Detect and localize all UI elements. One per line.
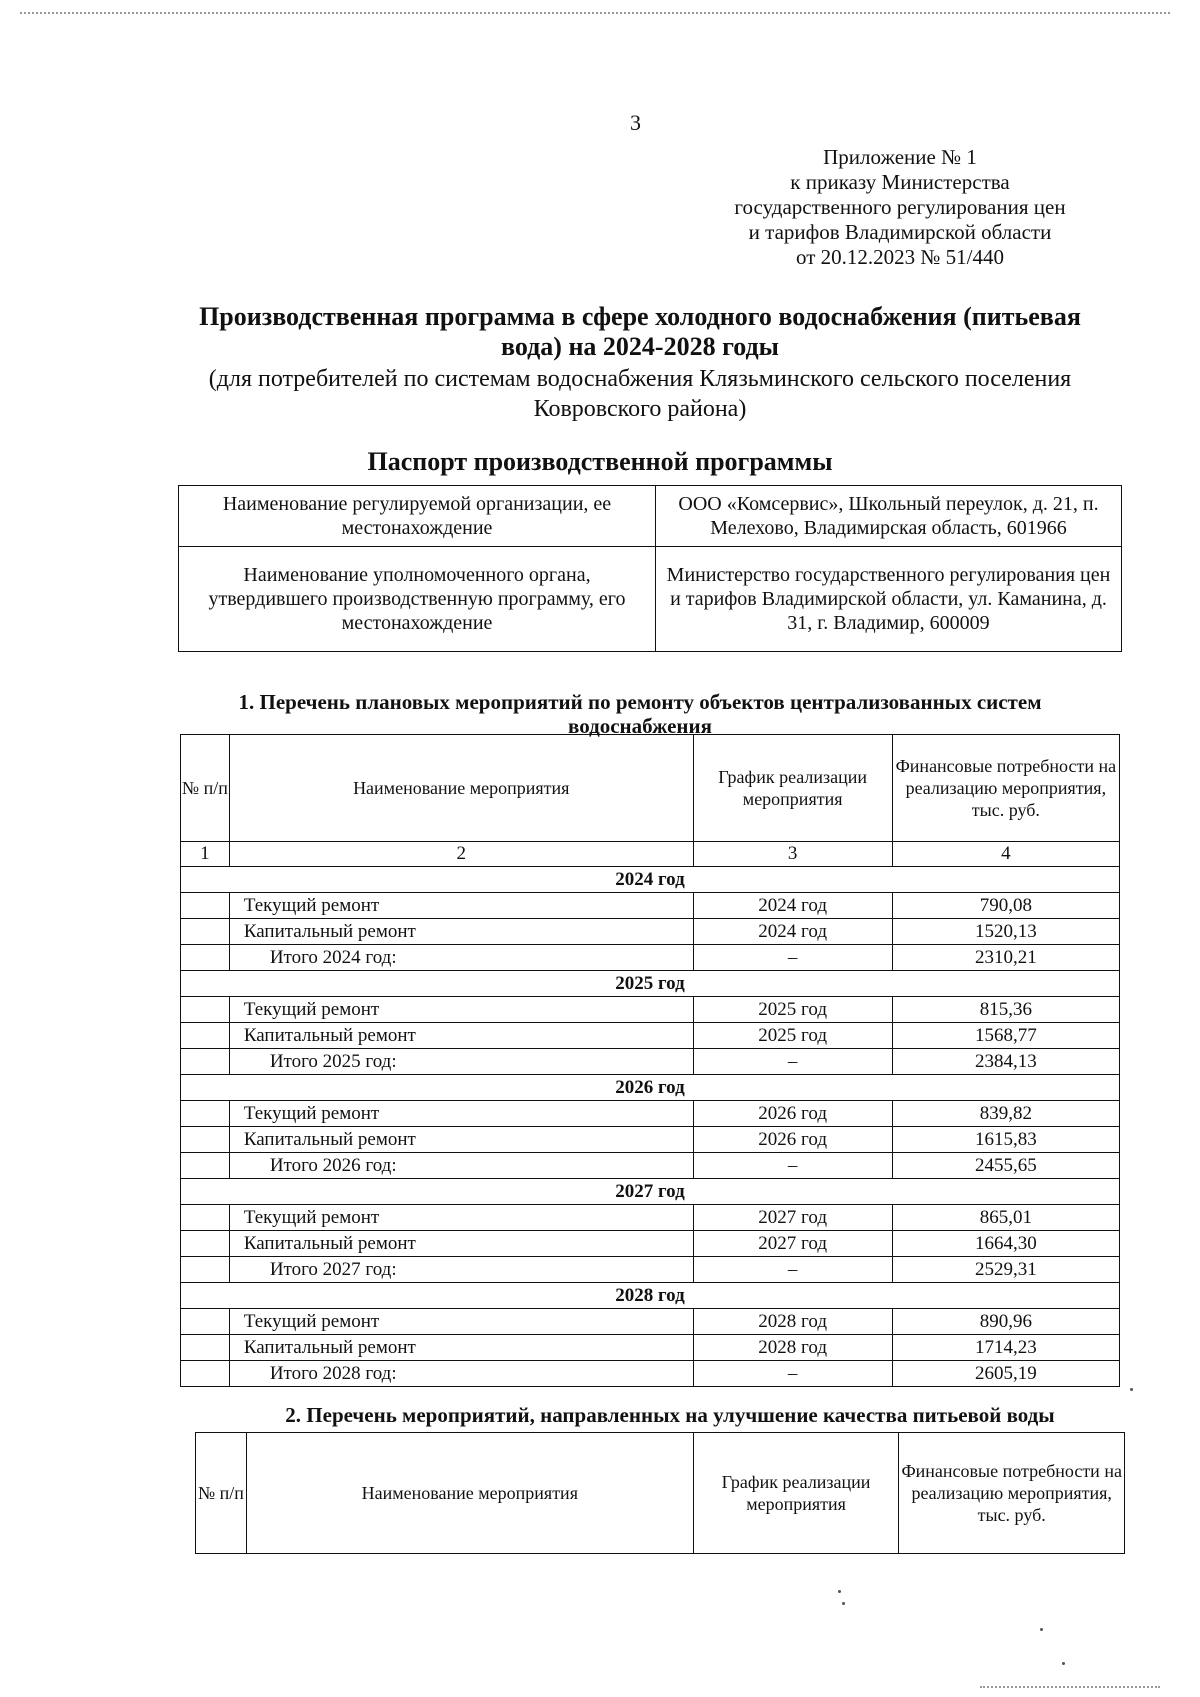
table-header-row [181,735,1120,842]
appendix-line: и тарифов Владимирской области [748,220,1052,244]
table-row [181,1023,1120,1049]
row-num [181,893,230,919]
year-label: 2025 год [181,971,1120,997]
year-header-row [181,1075,1120,1101]
row-num [181,1309,230,1335]
row-num [181,997,230,1023]
column-number: 4 [892,842,1119,867]
row-schedule: 2025 год [693,1023,892,1049]
row-schedule: 2026 год [693,1101,892,1127]
passport-value: Министерство государственного регулирования цен и тарифов Владимирской области, ул. Каманина, д. 31, г. Владимир, 600009 [656,547,1122,652]
row-name: Капитальный ремонт [229,919,693,945]
row-value: 1714,23 [892,1335,1119,1361]
table-row [181,997,1120,1023]
row-value: 2605,19 [892,1361,1119,1387]
appendix-line: государственного регулирования цен [734,195,1066,219]
table-header-row [196,1433,1125,1554]
scan-top-edge [20,12,1170,14]
table-row [181,919,1120,945]
row-value: 815,36 [892,997,1119,1023]
table-row [181,1231,1120,1257]
table-row [181,1101,1120,1127]
row-num [181,1361,230,1387]
passport-title: Паспорт производственной программы [367,447,833,476]
document-title: Производственная программа в сфере холодного водоснабжения (питьевая вода) на 2024-2028 годы [199,302,1081,361]
row-num [181,1205,230,1231]
header-finance: Финансовые потребности на реализацию мероприятия, тыс. руб. [899,1433,1125,1554]
document-subtitle: (для потребителей по системам водоснабжения Клязьминского сельского поселения Ковровского района) [208,366,1072,422]
row-value: 2310,21 [892,945,1119,971]
scan-speck [1062,1662,1065,1665]
row-schedule: 2027 год [693,1231,892,1257]
row-num [181,1231,230,1257]
scan-speck [842,1602,845,1605]
row-schedule: – [693,1257,892,1283]
scan-bottom-edge [980,1686,1160,1688]
row-num [181,1335,230,1361]
row-name: Капитальный ремонт [229,1231,693,1257]
row-name: Капитальный ремонт [229,1127,693,1153]
row-num [181,1257,230,1283]
table-row [181,1335,1120,1361]
row-value: 2455,65 [892,1153,1119,1179]
table-row [181,1361,1120,1387]
row-num [181,945,230,971]
row-value: 790,08 [892,893,1119,919]
passport-label: Наименование регулируемой организации, ее местонахождение [179,486,656,547]
scan-speck [838,1590,841,1593]
row-schedule: 2027 год [693,1205,892,1231]
column-number: 1 [181,842,230,867]
row-name: Текущий ремонт [229,893,693,919]
year-header-row [181,971,1120,997]
header-num: № п/п [196,1433,247,1554]
table-row [181,945,1120,971]
row-num [181,1049,230,1075]
row-schedule: 2028 год [693,1335,892,1361]
row-value: 2529,31 [892,1257,1119,1283]
year-label: 2024 год [181,867,1120,893]
row-name: Итого 2026 год: [229,1153,693,1179]
section2-title: 2. Перечень мероприятий, направленных на улучшение качества питьевой воды [285,1403,1055,1427]
repair-table [180,734,1120,1387]
row-schedule: 2026 год [693,1127,892,1153]
scan-speck [1130,1388,1133,1391]
row-value: 839,82 [892,1101,1119,1127]
table-row [181,1153,1120,1179]
row-num [181,1023,230,1049]
header-num: № п/п [181,735,230,842]
row-name: Капитальный ремонт [229,1023,693,1049]
row-name: Текущий ремонт [229,1309,693,1335]
row-num [181,1127,230,1153]
passport-row [179,486,1122,547]
appendix-line: Приложение № 1 [823,145,977,169]
row-schedule: – [693,1153,892,1179]
table-row [181,1205,1120,1231]
appendix-line: от 20.12.2023 № 51/440 [795,245,1005,269]
row-name: Текущий ремонт [229,1205,693,1231]
year-label: 2028 год [181,1283,1120,1309]
row-name: Текущий ремонт [229,1101,693,1127]
passport-row [179,547,1122,652]
header-schedule: График реализации мероприятия [693,1433,899,1554]
passport-label: Наименование уполномоченного органа, утвердившего производственную программу, его местонахождение [179,547,656,652]
row-value: 890,96 [892,1309,1119,1335]
table-row [181,893,1120,919]
row-name: Итого 2025 год: [229,1049,693,1075]
column-number-row [181,842,1120,867]
row-name: Капитальный ремонт [229,1335,693,1361]
year-header-row [181,1179,1120,1205]
year-header-row [181,1283,1120,1309]
row-name: Текущий ремонт [229,997,693,1023]
row-value: 1568,77 [892,1023,1119,1049]
column-number: 2 [229,842,693,867]
year-label: 2026 год [181,1075,1120,1101]
row-name: Итого 2028 год: [229,1361,693,1387]
row-schedule: – [693,945,892,971]
table-row [181,1257,1120,1283]
row-schedule: 2025 год [693,997,892,1023]
appendix-block [720,145,1080,270]
year-label: 2027 год [181,1179,1120,1205]
header-schedule: График реализации мероприятия [693,735,892,842]
year-header-row [181,867,1120,893]
year-groups [181,867,1120,1387]
page-number: 3 [630,110,641,135]
row-value: 1664,30 [892,1231,1119,1257]
row-num [181,919,230,945]
row-num [181,1153,230,1179]
row-name: Итого 2027 год: [229,1257,693,1283]
row-schedule: – [693,1361,892,1387]
row-num [181,1101,230,1127]
row-schedule: 2024 год [693,919,892,945]
row-schedule: 2024 год [693,893,892,919]
column-number: 3 [693,842,892,867]
table-row [181,1127,1120,1153]
passport-value: ООО «Комсервис», Школьный переулок, д. 21, п. Мелехово, Владимирская область, 601966 [656,486,1122,547]
table-row [181,1049,1120,1075]
row-value: 865,01 [892,1205,1119,1231]
header-finance: Финансовые потребности на реализацию мероприятия, тыс. руб. [892,735,1119,842]
row-value: 2384,13 [892,1049,1119,1075]
row-value: 1520,13 [892,919,1119,945]
header-name: Наименование мероприятия [229,735,693,842]
row-schedule: 2028 год [693,1309,892,1335]
scan-speck [1040,1628,1043,1631]
quality-table [195,1432,1125,1554]
row-schedule: – [693,1049,892,1075]
section1-title: 1. Перечень плановых мероприятий по ремонту объектов централизованных систем водоснабжения [238,690,1042,738]
row-value: 1615,83 [892,1127,1119,1153]
appendix-line: к приказу Министерства [790,170,1010,194]
header-name: Наименование мероприятия [246,1433,693,1554]
table-row [181,1309,1120,1335]
row-name: Итого 2024 год: [229,945,693,971]
passport-table [178,485,1122,652]
